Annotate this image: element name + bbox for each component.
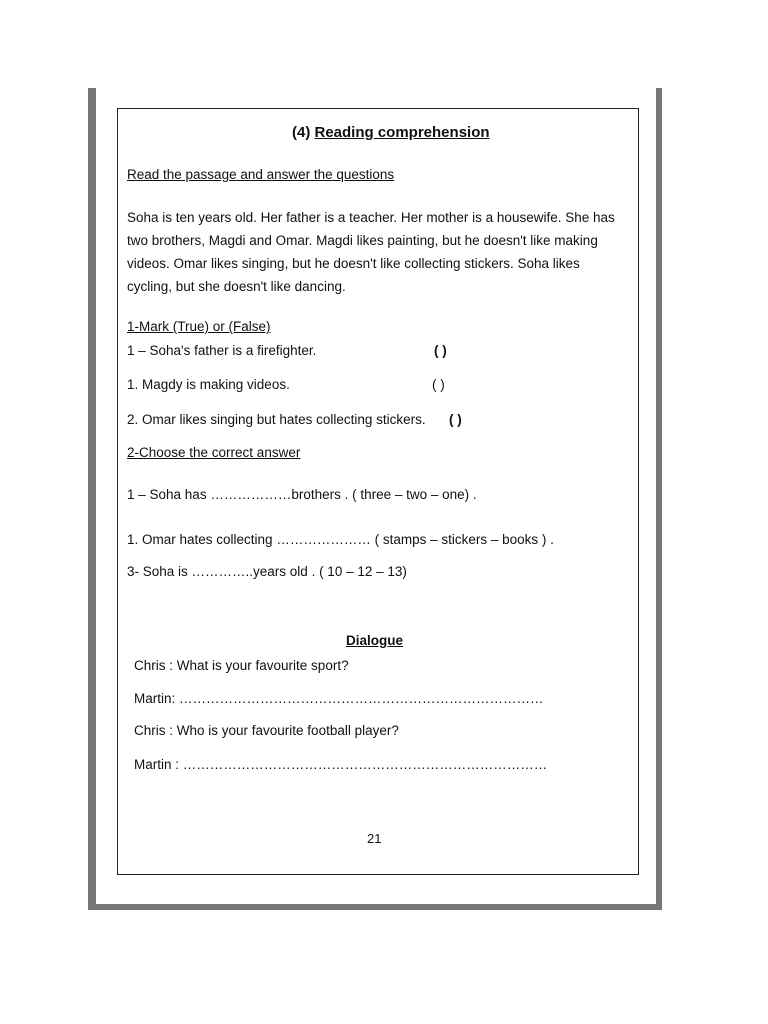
- dialogue-line-4: Martin : ………………………………………………………………………: [134, 757, 548, 772]
- dialogue-heading: Dialogue: [346, 633, 404, 648]
- tf-bracket-3: ( ): [449, 412, 462, 427]
- instruction: Read the passage and answer the questions: [127, 167, 395, 182]
- page-number: 21: [367, 831, 382, 846]
- tf-bracket-2: ( ): [432, 377, 445, 392]
- tf-item-2: 1. Magdy is making videos.: [127, 377, 290, 392]
- tf-bracket-1: ( ): [434, 343, 447, 358]
- dialogue-line-2: Martin: ………………………………………………………………………: [134, 691, 544, 706]
- bottom-rule: [117, 874, 639, 875]
- section-title: [292, 124, 490, 142]
- part2-heading: 2-Choose the correct answer: [127, 445, 301, 460]
- tf-item-3: 2. Omar likes singing but hates collecting stickers.: [127, 412, 426, 427]
- tf-item-1: 1 – Soha's father is a firefighter.: [127, 343, 317, 358]
- part1-heading: 1-Mark (True) or (False): [127, 319, 271, 334]
- choose-item-3: 3- Soha is …………..years old . ( 10 – 12 – 13): [127, 564, 407, 579]
- choose-item-2: 1. Omar hates collecting ………………… ( stamps – stickers – books ) .: [127, 532, 554, 547]
- dialogue-line-1: Chris : What is your favourite sport?: [134, 658, 349, 673]
- section-number: (4): [292, 124, 315, 141]
- reading-passage: Soha is ten years old. Her father is a teacher. Her mother is a housewife. She has two brothers, Magdi and Omar. Magdi likes painting, but he doesn't like making videos. Omar likes singing, but he doesn't like collecting stickers. Soha likes cycling, but she doesn't like dancing.: [127, 210, 615, 294]
- dialogue-line-3: Chris : Who is your favourite football player?: [134, 723, 399, 738]
- section-title-text: Reading comprehension: [314, 124, 490, 141]
- choose-item-1: 1 – Soha has ………………brothers . ( three – two – one) .: [127, 487, 477, 502]
